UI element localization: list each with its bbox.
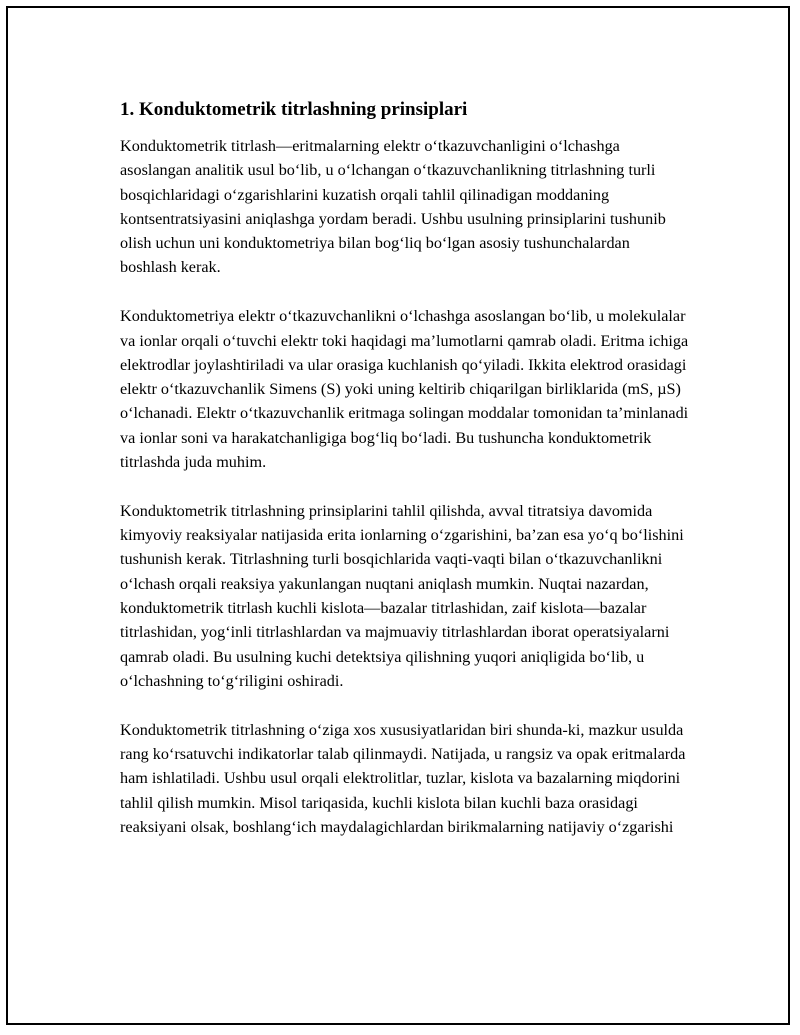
paragraph-3: Konduktometrik titrlashning prinsiplarini tahlil qilishda, avval titratsiya davomida kimyoviy reaksiyalar natijasida erita ionlarning oʻzgarishini, baʼzan esa yoʻq boʻlishini tushunish kerak. Titrlashning turli bosqichlarida vaqti-vaqti bilan oʻtkazuvchanlikni oʻlchash orqali reaksiya yakunlangan nuqtani aniqlash mumkin. Nuqtai nazardan, konduktometrik titrlash kuchli kislota—bazalar titrlashidan, zaif kislota—bazalar titrlashidan, yogʻinli titrlashlardan va majmuaviy titrlashlardan iborat operatsiyalarni qamrab oladi. Bu usulning kuchi detektsiya qilishning yuqori aniqligida boʻlib, u oʻlchashning toʻgʻriligini oshiradi. [120, 501, 684, 690]
document-body [120, 96, 690, 864]
paragraph-2: Konduktometriya elektr oʻtkazuvchanlikni oʻlchashga asoslangan boʻlib, u molekulalar va ionlar orqali oʻtuvchi elektr toki haqidagi maʼlumotlarni qamrab oladi. Eritma ichiga elektrodlar joylashtiriladi va ular orasiga kuchlanish qoʻyiladi. Ikkita elektrod orasidagi elektr oʻtkazuvchanlik Simens (S) yoki uning keltirib chiqarilgan birliklarida (mS, µS) oʻlchanadi. Elektr oʻtkazuvchanlik eritmaga solingan moddalar tomonidan taʼminlanadi va ionlar soni va harakatchanligiga bogʻliq boʻladi. Bu tushuncha konduktometrik titrlashda juda muhim. [120, 307, 689, 472]
paragraph-4: Konduktometrik titrlashning oʻziga xos xususiyatlaridan biri shunda-ki, mazkur usulda rang koʻrsatuvchi indikatorlar talab qilinmaydi. Natijada, u rangsiz va opak eritmalarda ham ishlatiladi. Ushbu usul orqali elektrolitlar, tuzlar, kislota va bazalarning miqdorini tahlil qilish mumkin. Misol tariqasida, kuchli kislota bilan kuchli baza orasidagi reaksiyani olsak, boshlangʻich maydalagichlardan birikmalarning natijaviy oʻzgarishi [120, 720, 686, 836]
section-heading: 1. Konduktometrik titrlashning prinsiplari [120, 99, 468, 120]
paragraph-1: Konduktometrik titrlash—eritmalarning elektr oʻtkazuvchanligini oʻlchashga asoslangan analitik usul boʻlib, u oʻlchangan oʻtkazuvchanlikning titrlashning turli bosqichlaridagi oʻzgarishlarini kuzatish orqali tahlil qilinadigan moddaning kontsentratsiyasini aniqlashga yordam beradi. Ushbu usulning prinsiplarini tushunib olish uchun uni konduktometriya bilan bogʻliq boʻlgan asosiy tushunchalardan boshlash kerak. [120, 137, 666, 277]
page-frame [6, 6, 790, 1025]
